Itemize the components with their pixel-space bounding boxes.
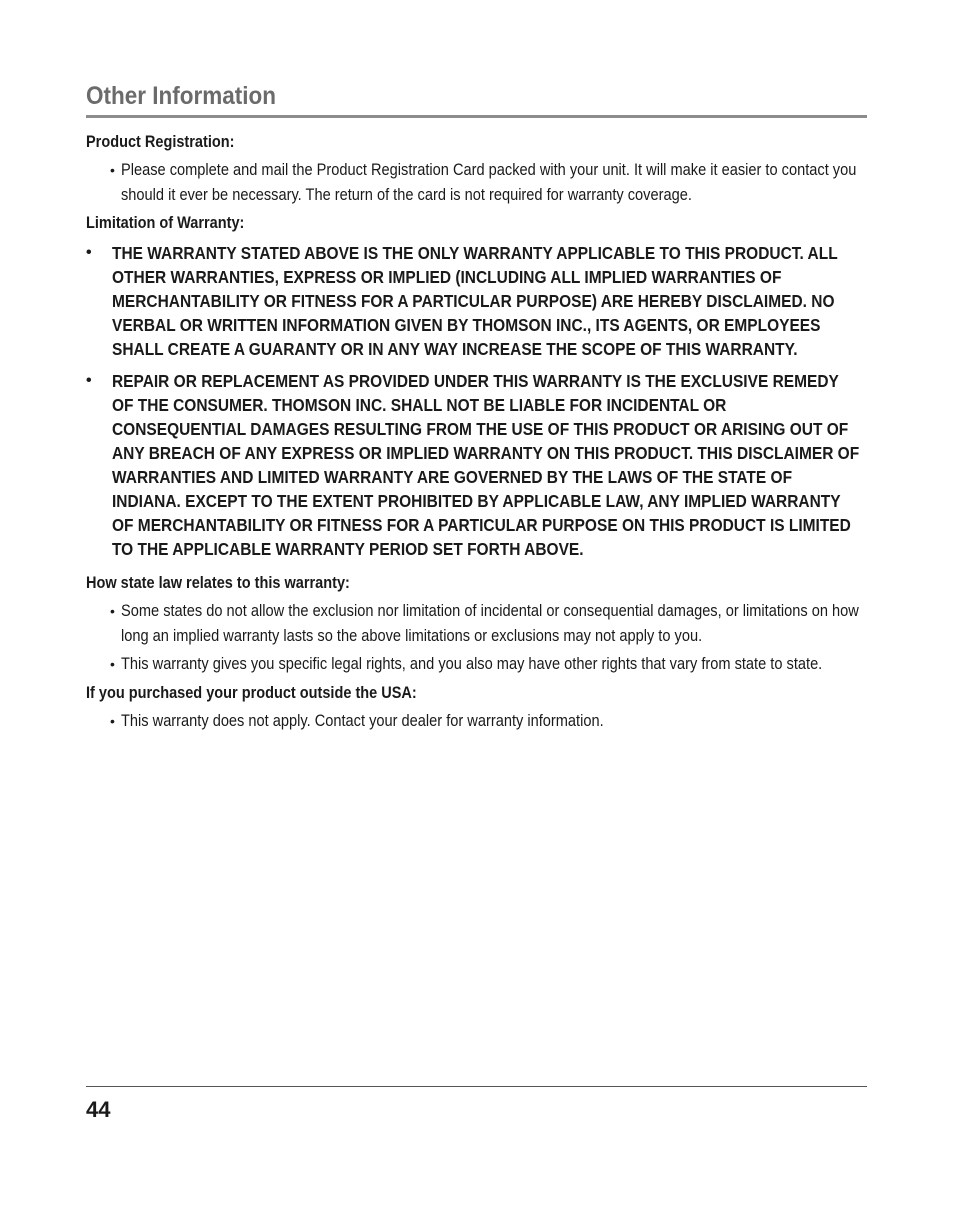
list-item: • Some states do not allow the exclusion nor limitation of incidental or consequential damages, or limitations on how long an implied warranty lasts so the above limitations or exclusions may not apply to you. — [86, 599, 867, 648]
list-item: • This warranty does not apply. Contact your dealer for warranty information. — [86, 709, 867, 734]
outside-usa-list — [86, 709, 867, 734]
section-heading-product-registration: Product Registration: — [86, 133, 235, 151]
section-heading-outside-usa: If you purchased your product outside the USA: — [86, 683, 417, 702]
state-law-list — [86, 599, 867, 677]
page-number: 44 — [86, 1097, 111, 1122]
bullet-icon: • — [86, 244, 92, 261]
page-title: Other Information — [86, 82, 276, 110]
list-item: • REPAIR OR REPLACEMENT AS PROVIDED UNDER THIS WARRANTY IS THE EXCLUSIVE REMEDY OF THE CONSUMER. THOMSON INC. SHALL NOT BE LIABLE FOR INCIDENTAL OR CONSEQUENTIAL DAMAGES RESULTING FROM THE USE OF THIS PRODUCT OR ARISING OUT OF ANY BREACH OF ANY EXPRESS OR IMPLIED WARRANTY ON THIS PRODUCT. THIS DISCLAIMER OF WARRANTIES AND LIMITED WARRANTY ARE GOVERNED BY THE LAWS OF THE STATE OF INDIANA. EXCEPT TO THE EXTENT PROHIBITED BY APPLICABLE LAW, ANY IMPLIED WARRANTY OF MERCHANTABILITY OR FITNESS FOR A PARTICULAR PURPOSE ON THIS PRODUCT IS LIMITED TO THE APPLICABLE WARRANTY PERIOD SET FORTH ABOVE. — [86, 371, 860, 559]
page-content — [86, 130, 867, 737]
section-heading-state-law: How state law relates to this warranty: — [86, 574, 350, 592]
footer-divider — [86, 1086, 867, 1087]
bullet-icon: • — [110, 603, 115, 619]
bullet-icon: • — [110, 712, 115, 729]
bullet-icon: • — [86, 372, 92, 389]
list-item: • This warranty gives you specific legal rights, and you also may have other rights that vary from state to state. — [86, 652, 867, 677]
title-divider — [86, 115, 867, 118]
list-item: • THE WARRANTY STATED ABOVE IS THE ONLY WARRANTY APPLICABLE TO THIS PRODUCT. ALL OTHER WARRANTIES, EXPRESS OR IMPLIED (INCLUDING ALL IMPLIED WARRANTIES OF MERCHANTABILITY OR FITNESS FOR A PARTICULAR PURPOSE) ARE HEREBY DISCLAIMED. NO VERBAL OR WRITTEN INFORMATION GIVEN BY THOMSON INC., ITS AGENTS, OR EMPLOYEES SHALL CREATE A GUARANTY OR IN ANY WAY INCREASE THE SCOPE OF THIS WARRANTY. — [86, 243, 838, 359]
product-registration-list — [86, 158, 867, 207]
bullet-icon: • — [110, 162, 115, 178]
bullet-icon: • — [110, 656, 115, 672]
section-heading-limitation-of-warranty: Limitation of Warranty: — [86, 214, 245, 232]
limitation-of-warranty-list — [86, 241, 867, 561]
list-item: • Please complete and mail the Product Registration Card packed with your unit. It will make it easier to contact you should it ever be necessary. The return of the card is not required for warranty coverage. — [86, 158, 867, 207]
